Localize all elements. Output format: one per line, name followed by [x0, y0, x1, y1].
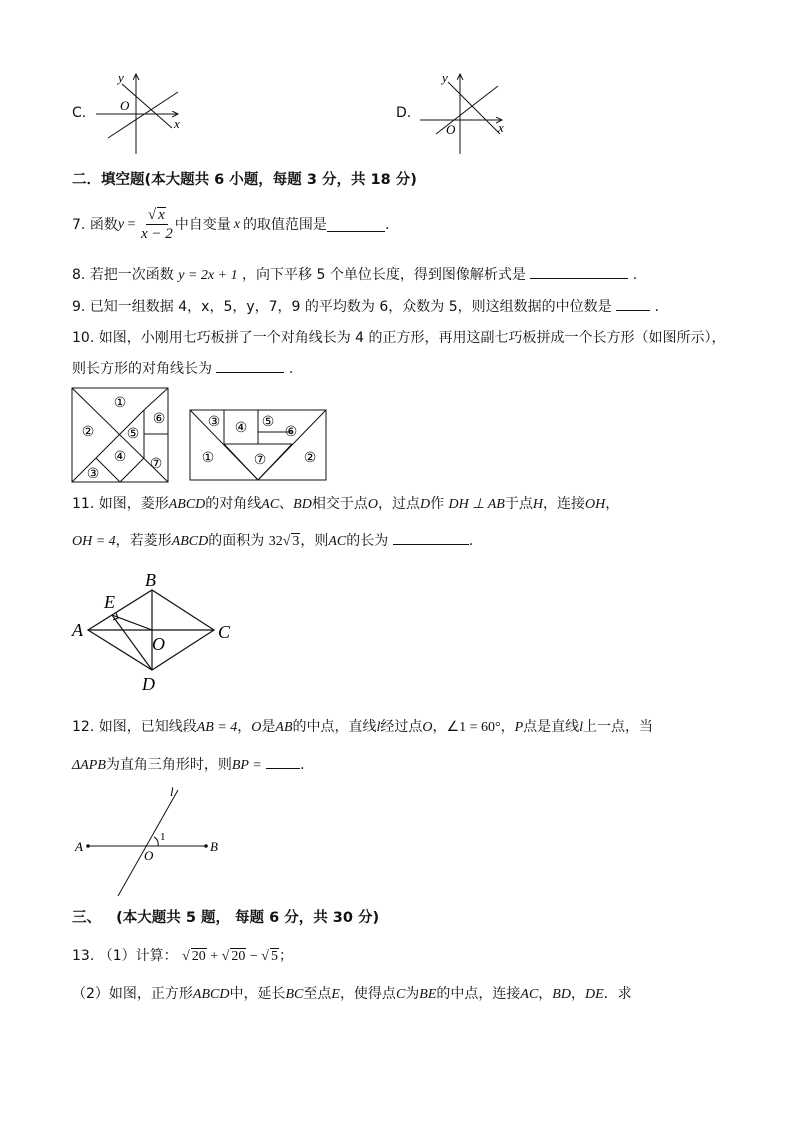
tangram-square-piece-3: ③ — [86, 467, 100, 482]
tangram-rect-piece-7: ⑦ — [253, 453, 267, 468]
q12-text: ， — [432, 719, 447, 735]
q11-text: ， — [605, 496, 620, 512]
q11-text: ，过点 — [377, 496, 420, 512]
graph-line-2 — [108, 92, 178, 138]
option-d-label: D. — [396, 105, 412, 121]
q12-text: ， — [500, 719, 515, 735]
q11-text: 于点 — [504, 496, 533, 512]
q13-radicand-2: 20 — [231, 949, 246, 964]
q12-text: 点是直线 — [523, 719, 580, 735]
q12-ab-value: AB = 4 — [196, 720, 238, 735]
rhombus-label-e: E — [104, 592, 115, 612]
q13-comma: ， — [570, 986, 585, 1002]
q11-area-coef: 32 — [268, 534, 283, 549]
q7-text-b: 中自变量 — [174, 216, 231, 233]
graph-line-1 — [448, 82, 500, 134]
q12-angle: ∠1 = 60° — [446, 720, 501, 735]
rhombus-label-a: A — [72, 620, 83, 640]
rhombus-figure — [66, 568, 246, 694]
point-a — [86, 844, 90, 848]
tangram-square — [70, 386, 174, 484]
q11-text: 的长为 — [346, 533, 389, 549]
q13-text: 的中点，连接 — [436, 986, 521, 1002]
question-12-line-1 — [72, 717, 653, 738]
q13-be: BE — [419, 987, 437, 1002]
option-c-label: C. — [72, 105, 87, 121]
q9-end: . — [654, 299, 659, 315]
q13-text: 至点 — [303, 986, 332, 1002]
option-d-graph — [414, 68, 514, 158]
q8-text-b: ，向下平移 5 个单位长度，得到图像解析式是 — [242, 267, 526, 283]
tangram-rect-piece-3: ③ — [207, 415, 221, 430]
q7-eq: = — [124, 216, 139, 232]
section-3-title: (本大题共 5 题， 每题 6 分，共 30 分) — [116, 910, 380, 926]
line-angle-figure — [70, 784, 230, 900]
q13-text: ，使得点 — [339, 986, 396, 1002]
section-3-heading — [72, 908, 379, 928]
q7-text-a: 函数 — [89, 216, 118, 233]
q11-text: ，连接 — [542, 496, 585, 512]
question-13-part-2 — [72, 984, 632, 1005]
question-12-line-2 — [72, 754, 305, 776]
q7-numerator: x — [158, 207, 165, 223]
q7-y: y — [117, 216, 125, 232]
q11-oh-value: OH = 4 — [72, 534, 116, 549]
q13-bd: BD — [552, 987, 571, 1002]
y-label: y — [118, 70, 124, 85]
label-o: O — [144, 848, 154, 863]
q11-h: H — [532, 497, 543, 512]
q11-area-radicand: 3 — [292, 534, 300, 549]
q10-text: 则长方形的对角线长为 — [72, 361, 212, 377]
q13-de: DE — [584, 987, 604, 1002]
q13-ac: AC — [520, 987, 539, 1002]
q12-l: l — [579, 720, 584, 735]
q7-x: x — [233, 216, 240, 232]
q11-text: 的面积为 — [208, 533, 265, 549]
label-angle-1: 1 — [160, 831, 166, 843]
q12-bp: BP = — [231, 758, 262, 773]
q11-d: D — [419, 497, 431, 512]
q11-answer-blank[interactable] — [393, 530, 469, 545]
q12-ab: AB — [275, 720, 293, 735]
question-10-line-2 — [72, 358, 293, 379]
q8-text-a: 若把一次函数 — [89, 267, 174, 283]
q13-semicolon: ； — [278, 948, 293, 964]
tangram-square-piece-6: ⑥ — [152, 412, 166, 427]
rhombus-label-o: O — [152, 634, 165, 654]
q11-text: 11. 如图，菱形 — [72, 496, 169, 512]
q11-end: . — [468, 533, 474, 549]
q13-text: 13. （1）计算： — [72, 948, 178, 964]
q13-plus: + — [206, 949, 222, 964]
q11-text: 相交于点 — [311, 496, 368, 512]
q10-answer-blank[interactable] — [216, 358, 284, 373]
tangram-square-piece-1: ① — [113, 396, 127, 411]
q13-c: C — [395, 987, 406, 1002]
point-b — [204, 844, 208, 848]
question-11-line-1 — [72, 494, 619, 515]
rhombus-label-c: C — [218, 622, 231, 642]
tangram-rectangle — [188, 408, 330, 484]
q11-abcd: ABCD — [168, 497, 206, 512]
q10-end: . — [288, 361, 294, 377]
q8-expr: y = 2x + 1 — [178, 268, 238, 283]
graph-line-1 — [122, 84, 172, 128]
q12-p: P — [514, 720, 524, 735]
q8-end: . — [632, 267, 638, 283]
x-label: x — [498, 120, 504, 135]
tangram-square-piece-4: ④ — [113, 450, 127, 465]
q11-ac: AC — [261, 497, 280, 512]
tangram-square-piece-2: ② — [81, 425, 95, 440]
q8-answer-blank[interactable] — [530, 264, 628, 279]
q12-l: l — [376, 720, 381, 735]
q13-abcd: ABCD — [192, 987, 230, 1002]
q13-text: （2）如图，正方形 — [72, 986, 193, 1002]
q12-text: 的中点，直线 — [292, 719, 377, 735]
q12-text: 是 — [261, 719, 276, 735]
q12-o: O — [422, 720, 433, 735]
q11-bd: BD — [293, 497, 312, 512]
q9-text: 9. 已知一组数据 4，x，5，y，7，9 的平均数为 6，众数为 5，则这组数据的中位数是 — [72, 299, 612, 315]
rhombus-label-b: B — [145, 570, 156, 590]
q11-perp: DH ⊥ AB — [448, 497, 505, 512]
q12-text: ， — [237, 719, 252, 735]
question-10-line-1: 10. 如图，小刚用七巧板拼了一个对角线长为 4 的正方形，再用这副七巧板拼成一个长方形（如图所示）， — [72, 330, 726, 346]
q12-text: 12. 如图，已知线段 — [72, 719, 197, 735]
q11-ac: AC — [328, 534, 347, 549]
q7-end: . — [384, 216, 390, 233]
tangram-rect-piece-1: ① — [201, 451, 215, 466]
tangram-rect-piece-6: ⑥ — [284, 425, 298, 440]
q12-end: . — [300, 757, 305, 773]
q11-abcd: ABCD — [171, 534, 209, 549]
label-l: l — [170, 784, 174, 799]
q13-bc: BC — [285, 987, 304, 1002]
origin-label: O — [446, 122, 456, 137]
q9-answer-blank[interactable] — [616, 296, 650, 311]
q13-e: E — [331, 987, 340, 1002]
q13-minus: − — [246, 949, 262, 964]
q11-oh: OH — [584, 497, 606, 512]
q11-o: O — [367, 497, 378, 512]
rhombus-label-d: D — [142, 674, 155, 694]
q13-comma: ， — [538, 986, 553, 1002]
question-11-line-2: OH = 4，若菱形ABCD的面积为 32√ 3，则AC的长为 . — [72, 530, 473, 552]
q13-text: ．求 — [603, 986, 632, 1002]
q7-answer-blank[interactable] — [327, 217, 385, 232]
q7-fraction: $\frac{√ x}{x - 2}$ — [140, 207, 173, 242]
q13-radicand-3: 5 — [270, 949, 278, 964]
section-2-title: 二．填空题(本大题共 6 小题，每题 3 分，共 18 分) — [72, 172, 417, 188]
q11-text: ，若菱形 — [115, 533, 172, 549]
q12-answer-blank[interactable] — [266, 754, 300, 769]
label-a: A — [75, 839, 83, 854]
section-3-number: 三、 — [72, 910, 101, 926]
q12-text: 为直角三角形时，则 — [105, 757, 232, 773]
q11-text: 的对角线 — [205, 496, 262, 512]
q13-text: 中，延长 — [229, 986, 286, 1002]
question-9 — [72, 296, 659, 317]
q11-sep: 、 — [279, 496, 294, 512]
x-label: x — [174, 116, 180, 131]
question-13-part-1: 13. （1）计算： √ 20 + √ 20 − √ 5； — [72, 948, 293, 964]
tangram-square-piece-5: ⑤ — [126, 427, 140, 442]
q12-text: 上一点，当 — [583, 719, 654, 735]
tangram-rect-piece-5: ⑤ — [261, 415, 275, 430]
tangram-rect-piece-2: ② — [303, 451, 317, 466]
question-8 — [72, 264, 637, 286]
origin-label: O — [120, 98, 130, 113]
q7-text-c: 的取值范围是 — [242, 216, 327, 233]
q12-triangle: ΔAPB — [72, 758, 106, 773]
y-label: y — [442, 70, 448, 85]
q12-text: 经过点 — [380, 719, 423, 735]
q11-text: 作 — [430, 496, 445, 512]
q11-text: ，则 — [300, 533, 329, 549]
q13-radicand-1: 20 — [191, 949, 206, 964]
q7-denominator: x − 2 — [140, 226, 173, 242]
q8-number: 8. — [72, 267, 86, 283]
option-c-graph — [90, 68, 190, 158]
tangram-square-piece-7: ⑦ — [149, 457, 163, 472]
q13-text: 为 — [405, 986, 420, 1002]
q7-number: 7. — [72, 216, 86, 233]
q12-o: O — [251, 720, 262, 735]
question-7 — [72, 206, 389, 243]
label-b: B — [210, 839, 218, 854]
tangram-rect-piece-4: ④ — [234, 421, 248, 436]
